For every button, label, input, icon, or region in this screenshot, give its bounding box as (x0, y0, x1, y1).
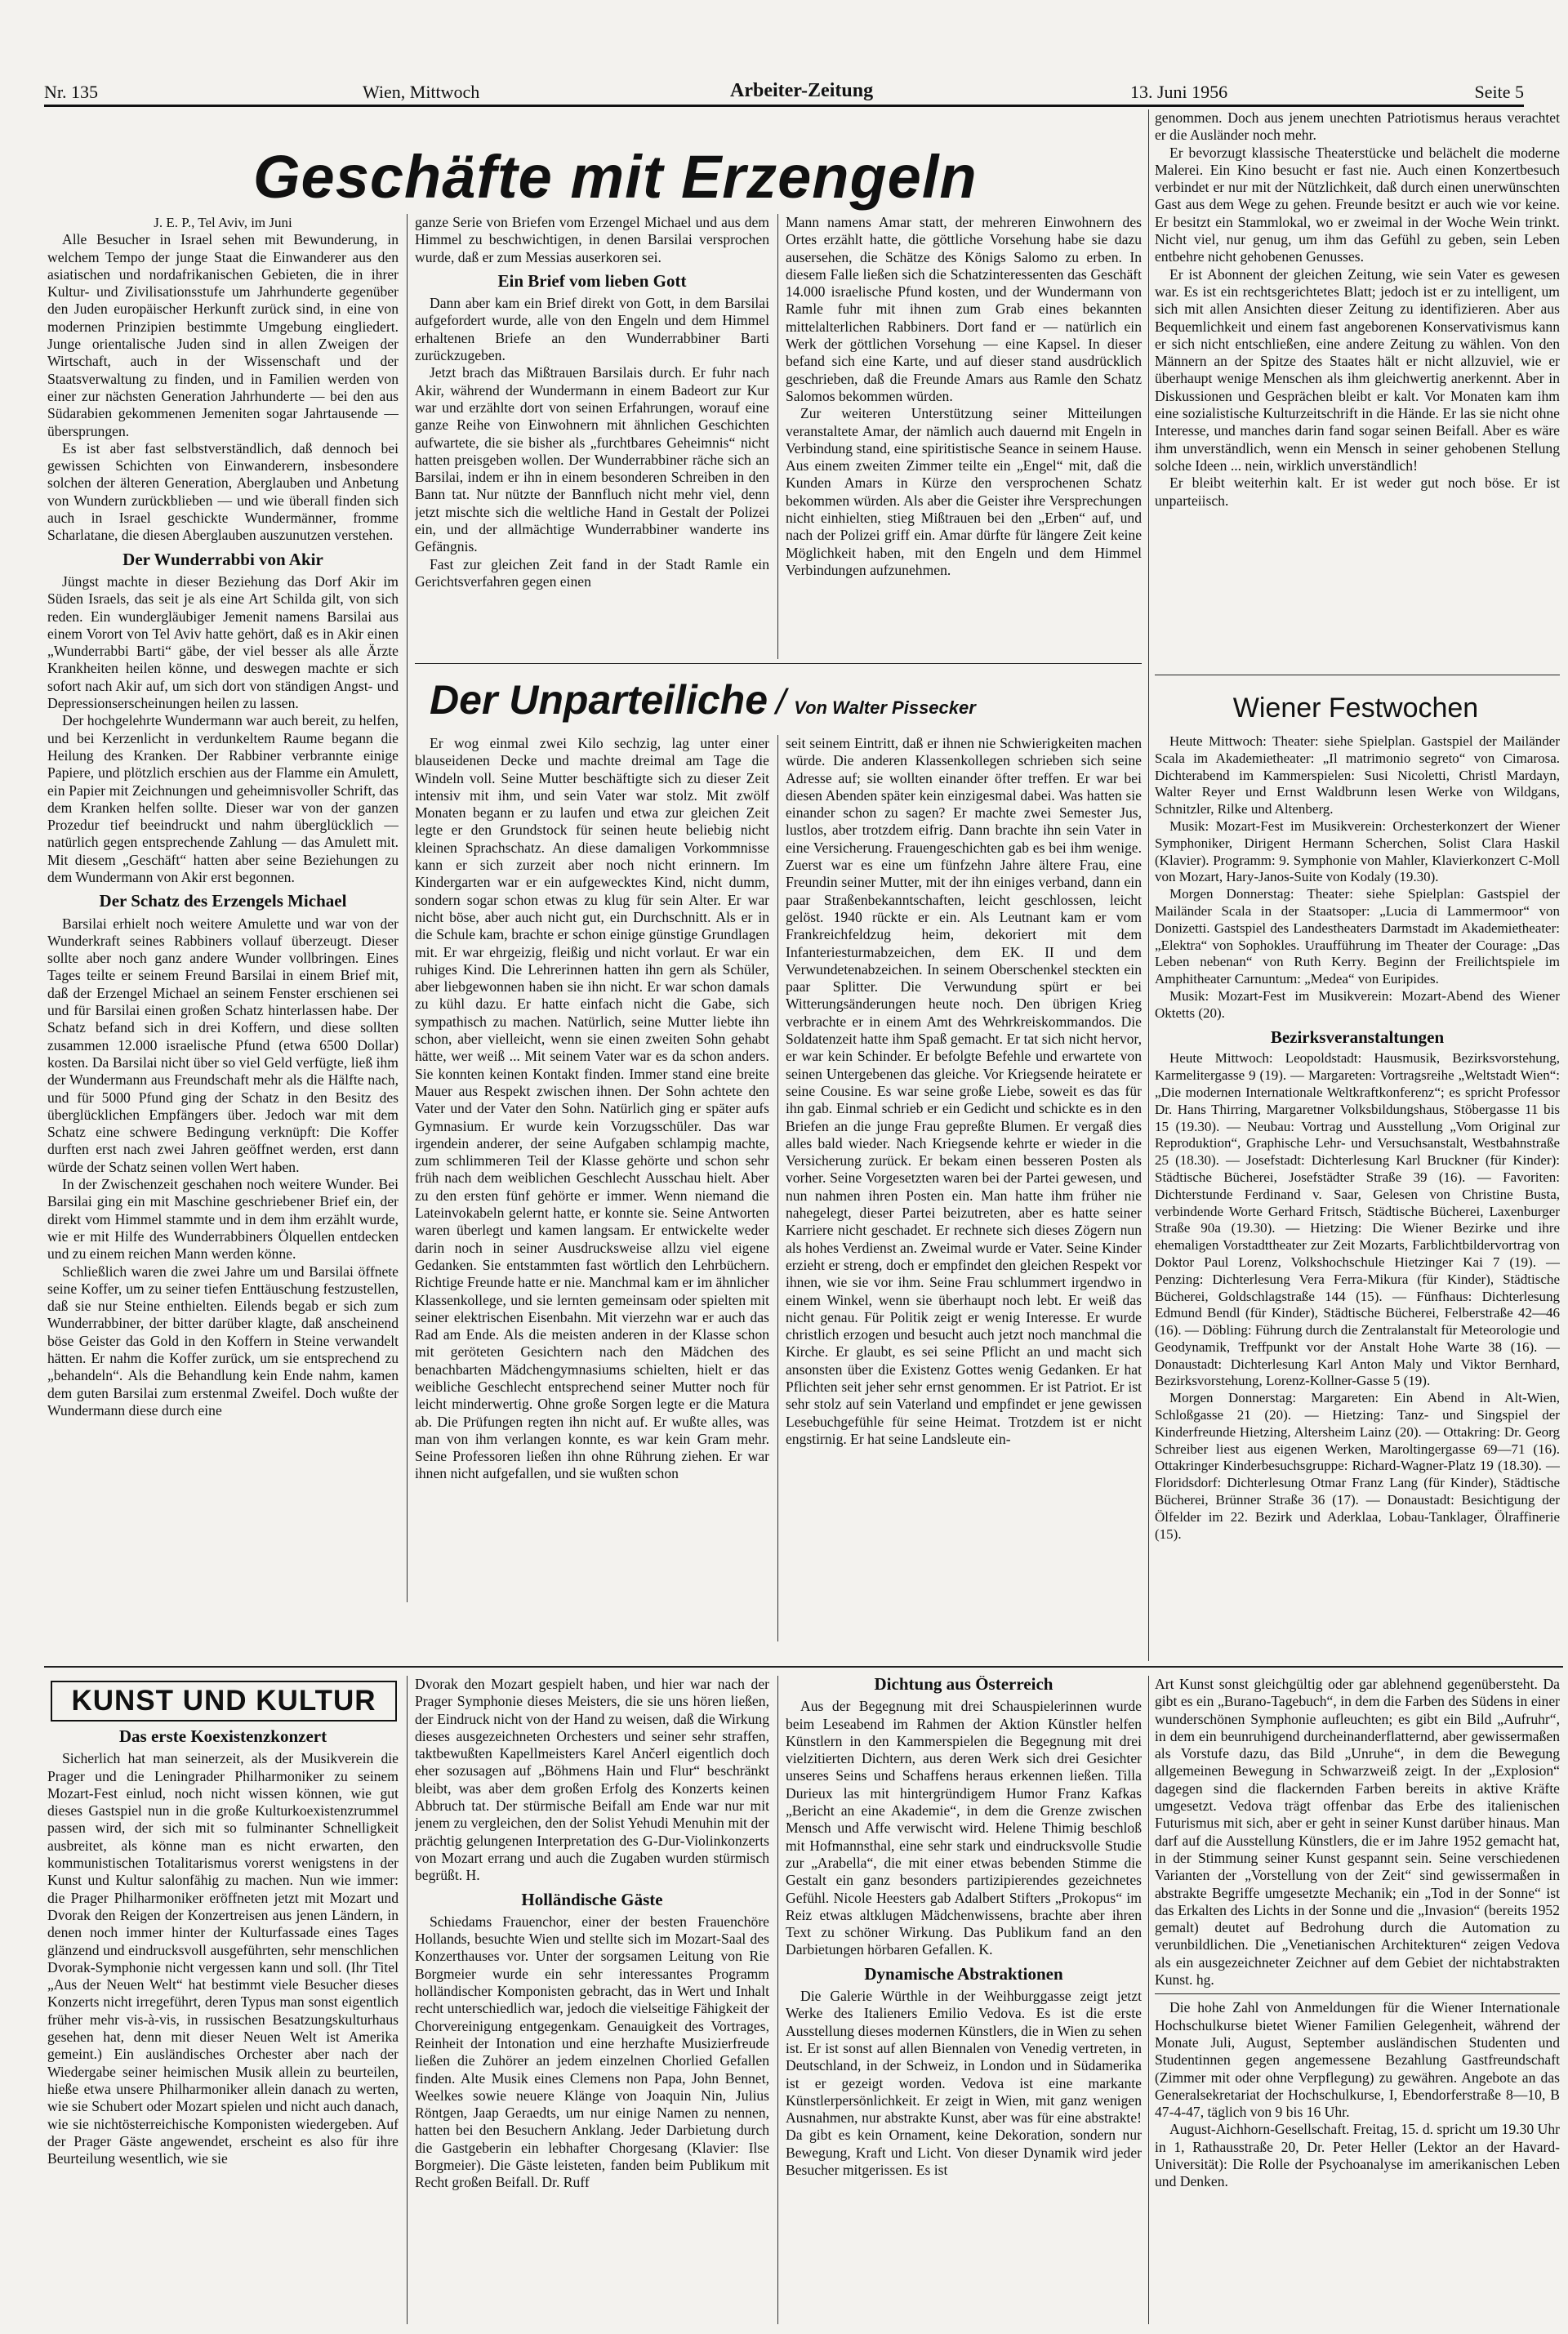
column-rule (777, 1676, 778, 2324)
column-rule (777, 735, 778, 1641)
subheading: Holländische Gäste (521, 1889, 663, 1909)
paragraph: Er bevorzugt klassische Theaterstücke und belächelt die moderne Malerei. Ein Kino besucht er fast nie. Auch einen Konzertbesuch verbindet er nur mit der Nützlichkeit, daß durch einen unerwünschten Gast aus dem Wege zu gehen. Freunde besitzt er auch wie vor keine. Er besitzt ein Stammlokal, wo er zweimal in der Woche Wein trinkt. Nicht viel, nur genug, um ihm das Gefühl zu geben, sein Leben entbehre nicht gehobenen Genusses. (1155, 144, 1560, 265)
headline-slash: / (776, 682, 786, 722)
paragraph: Heute Mittwoch: Theater: siehe Spielplan. Gastspiel der Mailänder Scala im Akademietheater: „Il matrimonio segreto“ von Cimarosa. Dichterabend im Kammerspielen: Susi Nicoletti, Christl Mardayn, Walter Reyer und Ernst Waldbrunn lesen Werke von Wildgans, Schnitzler, Rilke und Altenberg. (1155, 733, 1560, 817)
paragraph: Schließlich waren die zwei Jahre um und Barsilai öffnete seine Koffer, um zu seiner tiefen Enttäuschung festzustellen, daß sie nur Steine enthielten. Eilends begab er sich zum Wunderrabbiner, der bitter darüber klagte, daß anscheinend böse Geister das Gold in den Koffern in Steine verwandelt hätten. Er nahm die Koffer zurück, um sie entsprechend zu „behandeln“. Als die Behandlung kein Ende nahm, kamen dem guten Barsilai zum erstenmal Zweifel. Doch wußte der Wundermann diese durch eine (47, 1263, 399, 1419)
subheading: Das erste Koexistenzkonzert (118, 1728, 327, 1746)
paragraph: In der Zwischenzeit geschahen noch weitere Wunder. Bei Barsilai ging ein mit Maschine geschriebener Brief ein, der direkt vom Himmel stammte und in dem ihm erzählt wurde, wie er mit Hilfe des Wunderrabbiners Ölquellen entdecken und zu einem reichen Mann werden könne. (47, 1176, 399, 1263)
article-koexistenzkonzert-col2 (415, 1676, 769, 2324)
paragraph: Er bleibt weiterhin kalt. Er ist weder gut noch böse. Er ist unparteiisch. (1155, 474, 1560, 509)
headline-byline: Von Walter Pissecker (794, 697, 976, 718)
section-rule (415, 663, 1142, 664)
paragraph: seit seinem Eintritt, daß er ihnen nie Schwierigkeiten machen würde. Die anderen Klassenkollegen schrieben sich seine Adresse auf; sie wollten einander öfter treffen. Er war bei diesen Abenden später kein einzigesmal dabei. Was hatten sie einander schon zu sagen? Er machte zwei Semester Jus, lustlos, aber trotzdem eifrig. Dann brachte ihn sein Vater in eine Versicherung. Frauengeschichten gab es bei ihm wenige. Zuerst war es eine um fünfzehn Jahre ältere Frau, eine Freundin seiner Mutter, mit der ihn einiges verband, dann ein paar Straßenbekanntschaften, leicht geschlossen, leicht gelöst. 1940 rückte er ein. Als Leutnant kam er vom Frankreichfeldzug heim, dekoriert mit dem Infanteriesturmabzeichen, dem EK. II und dem Verwundetenabzeichen. In seinem Oberschenkel steckten ein paar Splitter. Die Verwundung spürt er bei Witterungsänderungen heute noch. Den übrigen Krieg verbrachte er in einem Amt des Wehrkreiskommandos. Die Soldatenzeit hatte ihm Spaß gemacht. Er tat sich nicht hervor, er war kein Schinder. Er befolgte Befehle und erwartete von seinen Untergebenen das gleiche. Vor Kriegsende heiratete er seine Cousine. Es war seine große Liebe, soweit es das für ihn gab. Einmal schrieb er ein Gedicht und schickte es in den Briefen an die junge Frau gepreßte Blumen. Er vergaß dies alles bald wieder. Nach Kriegsende kehrte er wieder in die Versicherung zurück. Er bekam einen besseren Posten als vorher. Seine Vorgesetzten waren bei der Partei gewesen, und nun nahmen ihren Posten ein. Man hatte ihm früher nie nahegelegt, dieser Partei beizutreten, aber es hatte seiner Karriere nicht geschadet. Er rechnete sich dieses Zögern nun als hohes Verdienst an. Zweimal wurde er Vater. Seine Kinder erzieht er streng, doch er empfindet den gleichen Respekt vor ihnen, wie sie vor ihm. Seine Frau schlummert irgendwo in einem Winkel, wenn sie überhaupt noch lebt. Er weiß das nicht genau. Für Politik zeigt er wenig Interesse. Er wurde christlich erzogen und besucht auch jetzt noch manchmal die Kirche. Er glaubt, es sei seine Pflicht an und macht sich ansonsten über die Existenz Gottes wenig Gedanken. Er hat Pflichten seit jeher sehr ernst genommen. Er ist Patriot. Er ist sehr stolz auf sein Vaterland und empfindet er jene gewissen Lesebuchgefühle für seine Heimat. Trotzdem ist er nicht engstirnig. Er hat seine Landsleute ein- (786, 735, 1142, 1447)
paragraph: Aus der Begegnung mit drei Schauspielerinnen wurde beim Leseabend im Rahmen der Aktion Künstler helfen Künstlern in den Kammerspielen die Begegnung mit drei vielzitierten Dichtern, aus deren Werk sich drei Gesichter unseres Seins und Schaffens heraus erkennen ließen. Tilla Durieux las mit hintergründigem Humor Franz Kafkas „Bericht an eine Akademie“, in dem die Grenze zwischen Mensch und Affe verwischt wird. Helene Thimig beschloß mit Hofmannsthal, eine sehr stark und eindrucksvolle Studie zur „Arabella“, die mit einer etwas bebenden Stimme die Gestalt ein ganz besonders partizipierendes gezeichnetes Gefühl. Nicole Heesters gab Adalbert Stifters „Prokopus“ im Reiz etwas altklugen Mädchenwissens, brachte aber ihren Text zu schöner Wirkung. Das Publikum fand an den Darbietungen hörbaren Gefallen. K. (786, 1698, 1142, 1958)
paragraph: Jetzt brach das Mißtrauen Barsilais durch. Er fuhr nach Akir, während der Wundermann in einem Badeort zur Kur war und erzählte dort von seinen Erfahrungen, worauf eine ganze Reihe von Einwohnern mit ähnlichen Geschichten aufwartete, die sie bisher als „furchtbares Geheimnis“ nicht hatten preisgeben wollen. Der Wunderrabbiner räche sich an Barsilai, indem er ihn in einem besonderen Schreiben in den Bann tat. Nur nützte der Bannfluch nicht mehr viel, denn jetzt mischte sich die weltliche Hand in Gestalt der Polizei ein, und der allmächtige Wunderrabbiner wanderte ins Gefängnis. (415, 364, 769, 555)
article-dichtung-col3 (786, 1676, 1142, 2324)
paragraph: Mann namens Amar statt, der mehreren Einwohnern des Ortes erzählt hatte, die göttliche Vorsehung habe sie dazu ausersehen, die Schätze des Königs Salomo zu erben. In diesem Falle ließen sich die Schatzinteressenten das Geschäft 14.000 israelische Pfund kosten, und der Wundermann von Ramle fuhr mit ihnen zum Grab eines bekannten mittelalterlichen Rabbiners. Dort fand er — natürlich ein Werk der göttlichen Vorsehung — eine Kapsel. In dieser befand sich eine Karte, und auf dieser stand ausdrücklich geschrieben, daß die Freunde Amars aus Ramle den Schatz Salomos bekommen würden. (786, 214, 1142, 404)
subheading: Bezirksveranstaltungen (1270, 1027, 1445, 1047)
article-byline: J. E. P., Tel Aviv, im Juni (154, 215, 292, 230)
article-unparteiliche-continuation (1155, 109, 1560, 673)
article-erzengeln-col1 (47, 214, 399, 1602)
section-rule (44, 1666, 1563, 1668)
column-rule (407, 214, 408, 1602)
article-koexistenzkonzert-col1 (47, 1728, 399, 2324)
heading-wiener-festwochen: Wiener Festwochen (1232, 693, 1479, 724)
article-vedova-col4 (1155, 1676, 1560, 2324)
article-unparteiliche-col1 (415, 735, 769, 1641)
subheading: Der Wunderrabbi von Akir (122, 549, 323, 569)
paragraph: Schiedams Frauenchor, einer der besten Frauenchöre Hollands, besuchte Wien und stellte sich im Mozart-Saal des Konzerthauses vor. Unter der sorgsamen Leitung von Rie Borgmeier wurde ein sehr interessantes Programm holländischer Komponisten gebracht, das in Wert und Inhalt recht unterschiedlich war, jedoch die vielseitige Fähigkeit der Chorvereinigung entgegenkam. Genauigkeit des Vortrages, Reinheit der Intonation und eine herzhafte Musizierfreude ließen die Zuhörer an jedem einzelnen Chorlied Gefallen finden. Alte Musik eines Clemens non Papa, John Bennet, Weelkes sowie neuere Klänge von Joaquin Nin, Julius Röntgen, Jaap Geraedts, um nur einige Namen zu nennen, hatten bei den Besuchern Anklang. Jeder Darbietung durch die Gastgeberin ein lebhafter Chorgesang (Klavier: Ilse Borgmeier). Die Gäste leisteten, fanden beim Publikum mit Recht großen Beifall. Dr. Ruff (415, 1913, 769, 2191)
section-rule (1155, 1993, 1560, 1994)
paragraph: Fast zur gleichen Zeit fand in der Stadt Ramle ein Gerichtsverfahren gegen einen (415, 555, 769, 590)
paragraph: Dvorak den Mozart gespielt haben, und hier war nach der Prager Symphonie dieses Meisters, die sie uns hören ließen, der Eindruck nicht von der Hand zu weisen, daß die Wirkung dieses ausgezeichneten Orchesters und seiner sehr straffen, taktbewußten Kapellmeisters Karel Ančerl eigentlich doch eher sozusagen auf „Böhmens Hain und Flur“ beschränkt bleibt, was aber dem großen Erfolg des Konzerts keinen Abbruch tat. Der stürmische Beifall am Ende war nur mit jenem zu vergleichen, den der Solist Yehudi Menuhin mit der prächtig gelungenen Interpretation des G-Dur-Violinkonzerts von Mozart errang und auch die Zugaben wurden stürmisch begrüßt. H. (415, 1676, 769, 1884)
paragraph: Die hohe Zahl von Anmeldungen für die Wiener Internationale Hochschulkurse bietet Wiener Familien Gelegenheit, während der Monate Juli, August, September ausländischen Studenten und Studentinnen gegen angemessene Bezahlung Gastfreundschaft (Zimmer mit oder ohne Verpflegung) zu gewähren. Angebote an das Generalsekretariat der Hochschulkurse, I, Ebendorferstraße 8—10, B 47-4-47, täglich von 9 bis 16 Uhr. (1155, 1999, 1560, 2121)
section-wiener-festwochen (1155, 733, 1560, 1661)
paragraph: Es ist aber fast selbstverständlich, daß dennoch bei gewissen Schichten von Einwanderern, insbesondere solchen der älteren Generation, Aberglauben und Anbetung von Wundern zurückblieben — und wie überall finden sich auch in Israel geschickte Wundermänner, fromme Scharlatane, die diesen Aberglauben auszunutzen verstehen. (47, 439, 399, 544)
subheading: Ein Brief vom lieben Gott (497, 270, 687, 291)
headline-title: Der Unparteiliche (430, 677, 768, 723)
headline-erzengeln: Geschäfte mit Erzengeln (253, 143, 978, 211)
page-number: Seite 5 (1474, 82, 1524, 102)
paragraph: ganze Serie von Briefen vom Erzengel Michael und aus dem Himmel zu beschwichtigen, in denen Barsilai versprochen wurde, daß er zum Messias auserkoren sei. (415, 214, 769, 265)
article-unparteiliche-col2 (786, 735, 1142, 1641)
newspaper-name: Arbeiter-Zeitung (730, 80, 874, 101)
issue-date: 13. Juni 1956 (1130, 82, 1228, 102)
article-erzengeln-col2 (415, 214, 769, 659)
paragraph: Barsilai erhielt noch weitere Amulette und war von der Wunderkraft seines Rabbiners vollauf überzeugt. Dieser sollte aber noch ganz andere Wunder vollbringen. Eines Tages teilte er seinem Freund Barsilai in einem Brief mit, daß der Erzengel Michael an seinem Fenster erschienen sei und für Barsilai einen großen Schatz hinterlassen habe. Der Schatz befand sich in drei Koffern, und diese sollten zusammen 12.000 israelische Pfund (etwa 6500 Dollar) kosten. Da Barsilai nicht über so viel Geld verfügte, ließ ihm der Wundermann aus Freundschaft mehr als die Hälfte nach, und für 5000 Pfund ging der Schatz in den Besitz des überglücklichen Empfängers über. Jedoch war mit dem Schatz eine schwere Bedingung verknüpft: Die Koffer durften erst nach zwei Jahren geöffnet werden, erst dann würde der Schatz seinen vollen Wert haben. (47, 915, 399, 1175)
paragraph: Zur weiteren Unterstützung seiner Mitteilungen veranstaltete Amar, der nämlich auch dauernd mit Engeln in Verbindung stand, eine spiritistische Seance in seinem Hause. Aus einem zweiten Zimmer teilte ein „Engel“ mit, daß die Kunden Amars in Kürze den versprochenen Schatz bekommen würden. Als aber die Geister ihre Versprechungen nicht einhielten, stieg Mißtrauen bei den „Erben“ auf, und nach der Polizei griff ein. Amar dürfte für längere Zeit keine Möglichkeit haben, mit den Engeln und dem Himmel Verbindungen aufzunehmen. (786, 405, 1142, 578)
paragraph: Morgen Donnerstag: Margareten: Ein Abend in Alt-Wien, Schloßgasse 21 (20). — Hietzing: Tanz- und Singspiel der Kinderfreunde Hietzing, Altersheim Lainz (20). — Ottakring: Dr. Georg Schreiber liest aus eigenen Werken, Maroltingergasse 69—71 (16). Ottakringer Kinderbesuchsgruppe: Richard-Wagner-Platz 19 (18.30). — Floridsdorf: Dichterlesung Otmar Franz Lang (für Kinder), Städtische Bücherei, Brünner Straße 36 (17). — Donaustadt: Besichtigung der Ölfelder im 22. Bezirk und Aderklaa, Lobau-Tanklager, Ölraffinerie (15). (1155, 1390, 1560, 1542)
paragraph: Morgen Donnerstag: Theater: siehe Spielplan: Gastspiel der Mailänder Scala in der Staatsoper: „Lucia di Lammermoor“ von Donizetti. Gastspiel des Landestheaters Darmstadt im Akademietheater: „Elektra“ von Sophokles. Uraufführung im Theater der Courage: „Das Leben nebenan“ von Ruth Kerry. Beginn der Freilichtspiele im Amphitheater Carnuntum: „Medea“ von Euripides. (1155, 886, 1560, 987)
masthead (44, 75, 1524, 107)
column-rule (407, 1676, 408, 2324)
paragraph: Musik: Mozart-Fest im Musikverein: Mozart-Abend des Wiener Oktetts (20). (1155, 987, 1560, 1021)
paragraph: Der hochgelehrte Wundermann war auch bereit, zu helfen, und bei Kerzenlicht in verdunkeltem Raume begann die Heilung des Kranken. Der Rabbiner verbrannte einige Papiere, und plötzlich erschien aus der Flamme ein Amulett, ein Papier mit Zeichnungen und geheimnisvoller Schrift, das dem Kranken helfen sollte. Dieser war von der ganzen Prozedur tief beeindruckt und nahm überglücklich — natürlich gegen entsprechende Zahlung — das Amulett mit. Mit diesem „Geschäft“ hatten aber seine Beziehungen zu dem Wundermann von Akir erst begonnen. (47, 712, 399, 885)
paragraph: August-Aichhorn-Gesellschaft. Freitag, 15. d. spricht um 19.30 Uhr in 1, Rathausstraße 20, Dr. Peter Heller (Lektor an der Havard-Universität): Die Rolle der Psychoanalyse im amerikanischen Leben und Denken. (1155, 2121, 1560, 2190)
paragraph: Art Kunst sonst gleichgültig oder gar ablehnend gegenübersteht. Da gibt es ein „Burano-Tagebuch“, in dem die Farben des Südens in einer wunderschönen Symphonie aufleuchten; es gibt ein Bild „Aufruhr“, in dem ein beunruhigend durcheinanderflatternd, aber gewissermaßen als Vorstufe dazu, das Bild „Unruhe“, in dem die Bewegung allgemeinen Bewegung in Schwarzweiß zeigt. In der „Explosion“ dagegen sind die flackernden Farben bereits in aktive Kräfte umgesetzt. Vedova trägt offenbar das Erbe des italienischen Futurismus mit sich, aber er geht in seiner Kunst darüber hinaus. Man darf auf die Ausstellung Künstlers, die er im Jahre 1952 gemacht hat, in der Stimmung seiner Kunst gespannt sein. Seine verschiedenen Varianten der „Vorstellung von der Zeit“ sind gewissermaßen in abstrakte Begriffe umgesetzte Mechanik; ein „Tod in der Sonne“ ist das Erkalten des Lichts in der Sonne und die „Invasion“ (bereits 1952 gemalt) deutet auf Bedrohung durch die Automation zu verunbildlichen. Die „Venetianischen Architekturen“ zeigen Vedova als ein ausgezeichneter Zeichner auf dem Gebiet der nichtabstrakten Kunst. hg. (1155, 1676, 1560, 1989)
subheading: Dichtung aus Österreich (874, 1676, 1054, 1694)
place-weekday: Wien, Mittwoch (363, 82, 480, 102)
paragraph: Er ist Abonnent der gleichen Zeitung, wie sein Vater es gewesen war. Es ist ein rechtsgerichtetes Blatt; jedoch ist er zu intelligent, um sich mit allen Ansichten dieser Zeitung zu identifizieren. Aber aus Bequemlichkeit und einem fast angeborenen Konservativismus kann er sich nicht entschließen, eine andere Zeitung zu wählen. Von den Männern an der Spitze des Staates hält er nicht allzuviel, wie er überhaupt wenige Menschen als ihm gleichwertig anerkennt. Aber in Diskussionen und Gesprächen bleibt er kalt. Vor Monaten kam ihm eine sozialistische Kulturzeitschrift in die Hände. Er las sie nicht ohne Interesse, und manches darin fand sogar seinen Beifall. Aber es wäre ihm unverständlich, wenn ein Mensch in seiner gehobenen Stellung solche Ideen ... nein, wirklich unverständlich! (1155, 265, 1560, 474)
subheading: Dynamische Abstraktionen (864, 1963, 1063, 1984)
article-erzengeln-col3 (786, 214, 1142, 659)
paragraph: Sicherlich hat man seinerzeit, als der Musikverein die Prager und die Leningrader Philharmoniker zu seinem Mozart-Fest einlud, noch nicht wissen können, wie gut dieses Gastspiel nun in die große Kulturkoexistenzrummel passen wird, der sich mit so fulminanter Schnelligkeit ausbreitet, als könne man es nicht erwarten, den kommunistischen Totalitarismus vorerst wenigstens in der Kunst und Kultur salonfähig zu machen. Nun wie immer: die Prager Philharmoniker eröffneten jetzt mit Mozart und Dvorak den Reigen der Konzertreisen aus jenen Ländern, in denen noch immer hinter der Kulturfassade eines Tages glänzend und eindrucksvoll ausgeführten, sehr menschlichen Dvorak-Symphonie nicht vergessen kann und soll. (Ihr Titel „Aus der Neuen Welt“ hat bestimmt viele Besucher dieses Konzerts nicht irregeführt, deren Typus man sonst eigentlich früher mehr vis-à-vis, in russischen Besatzungskulturhaus gesehen hat, denn mit dieser Neuen Welt ist Amerika gemeint.) Ein ausländisches Orchester aber nach der Wiedergabe seiner heimischen Musik allein zu beurteilen, hieße etwa unsere Philharmoniker allein danach zu werten, wie sie Schubert oder Mozart spielen und nicht auch danach, wie sie nichtösterreichische Komponisten wiedergeben. Auf der Prager Gäste angewendet, erscheint es also für ihre Beurteilung wesentlich, wie sie (47, 1750, 399, 2167)
column-rule (1148, 109, 1149, 1661)
paragraph: genommen. Doch aus jenem unechten Patriotismus heraus verachtet er die Ausländer noch mehr. (1155, 109, 1560, 144)
paragraph: Er wog einmal zwei Kilo sechzig, lag unter einer blauseidenen Decke und machte dreimal am Tage die Windeln voll. Seine Mutter beschäftigte sich zu dieser Zeit intensiv mit ihm, und sein Vater war stolz. Mit zwölf Monaten begann er zu laufen und etwa zur gleichen Zeit legte er den Grundstock für seinen heute beliebig nicht kleinen Sprachschatz. An diese damaligen Vorkommnisse kann er sich zurzeit aber noch nicht erinnern. Im Kindergarten war er ein aufgewecktes Kind, nicht dumm, sondern sogar schon etwas zu klug für sein Alter. Er war nicht böse, aber auch nicht gut, ein Durchschnitt. Als er in die Schule kam, brachte er schon einige günstige Grundlagen mit. Er war ehrgeizig, fleißig und nicht vorlaut. Er war ein ruhiges Kind. Die Lehrerinnen hatten ihn gern als Schüler, aber liebgewonnen haben sie ihn nicht. Er war schon damals zu kühl dazu. Er hatte einfach nicht die Gabe, sich sympathisch zu machen. Natürlich, seine Mutter liebte ihn schon, aber vielleicht, wenn sie einen zweiten Sohn gehabt hätte, wer weiß ... Mit seinem Vater war es da schon anders. Sie konnten keinen Kontakt finden. Immer stand eine breite Mauer aus Respekt zwischen ihnen. Der Sohn achtete den Vater und der Vater den Sohn. Natürlich ging er später aufs Gymnasium. Er wurde kein Vorzugsschüler. Das war irgendein anderer, der seine Aufgaben schlampig machte, zum schlimmeren Teil der Klasse gehörte und schon sehr früh nach dem weiblichen Geschlecht Ausschau hielt. Aber zu den ersten fünf gehörte er immer. Wenn niemand die Lateinvokabeln gelernt hatte, er konnte sie. Seine Antworten waren überlegt und kamen langsam. Er entwickelte weder darin noch in seiner Ausdrucksweise allzu viel eigene Gedanken. Sie entstammten fast wörtlich den Lehrbüchern. Richtige Freunde hatte er nie. Manchmal kam er im ähnlicher Klassenkollege, und sie lernten gemeinsam oder spielten mit seiner elektrischen Eisenbahn. Mit vierzehn war er auch das Rad am Ende. Als die meisten anderen in der Klasse schon mit geröteten Gesichtern nach den Mädchen des benachbarten Mädchengymnasiums schielten, hielt er das weibliche Geschlecht entsprechend seiner Mutter noch für leicht minderwertig. Ohne große Sorgen legte er die Matura ab. Die Prüfungen regten ihn nicht auf. Er wußte alles, was man von ihm verlangen konnte, es war kein Gram mehr. Seine Professoren ließen ihn ohne Rührung ziehen. Er war ihnen nicht aufgefallen, und sie wußten schon (415, 735, 769, 1482)
subheading: Der Schatz des Erzengels Michael (99, 891, 347, 911)
column-rule (777, 214, 778, 659)
paragraph: Alle Besucher in Israel sehen mit Bewunderung, in welchem Tempo der junge Staat die Einwanderer aus den asiatischen und nordafrikanischen Gebieten, die in ihrer Kultur- und Zivilisationsstufe um Jahrhunderte gegenüber den Juden europäischer Herkunft zurück sind, in eine von modernen Prinzipien bestimmte Umgebung eingliedert. Junge orientalische Juden sind in allen Zweigen der Wirtschaft, auch in der Wissenschaft und der Staatsverwaltung zu finden, und in Familien werden von einer zur nächsten Generation Jahrhunderte — bei den aus Südarabien gekommenen Jemeniten sogar Jahrtausende — übersprungen. (47, 231, 399, 439)
issue-number: Nr. 135 (44, 82, 98, 102)
paragraph: Die Galerie Würthle in der Weihburggasse zeigt jetzt Werke des Italieners Emilio Vedova. Es ist die erste Ausstellung dieses modernen Künstlers, die in Wien zu sehen ist. Er ist sonst auf allen Biennalen von Venedig vertreten, in Deutschland, in der Schweiz, in London und in Südamerika ist er gezeigt worden. Vedova ist eine markante Künstlerpersönlichkeit. Er zeigt in Wien, mit ganz wenigen Ausnahmen, nur abstrakte Kunst, aber was für eine abstrakte! Da gibt es kein Ornament, keine Dekoration, sondern nur Bewegung, Kraft und Licht. Von dieser Dynamik wird jeder Besucher mitgerissen. Es ist (786, 1988, 1142, 2179)
paragraph: Heute Mittwoch: Leopoldstadt: Hausmusik, Bezirksvorstehung, Karmelitergasse 9 (19). — Margareten: Vortragsreihe „Weltstadt Wien“: „Die modernen Internationale Weltkraftkonferenz“; es spricht Professor Dr. Hans Thirring, Margaretner Volksbildungshaus, Stöbergasse 11 bis 15 (19.30). — Neubau: Vortrag und Ausstellung „Vom Original zur Reproduktion“, Graphische Lehr- und Versuchsanstalt, Westbahnstraße 25 (18.30). — Josefstadt: Dichterlesung Karl Bruckner (für Kinder): Städtische Bücherei, Josefstädter Straße 39 (16). — Favoriten: Dichterstunde Ferdinand v. Saar, Gelesen von Christine Busta, verbindende Worte Gerhard Fritsch, Städtische Bücherei, Laxenburger Straße 90a (19.30). — Hietzing: Die Wiener Bezirke und ihre ehemaligen Vorstadttheater zur Zeit Mozarts, Farblichtbildervortrag von Doktor Paul Lorenz, Volkshochschule Hietzinger Kai 7 (19). — Penzing: Dichterlesung Vera Ferra-Mikura (für Kinder), Städtische Bücherei, Goldschlagstraße 144 (15). — Fünfhaus: Dichterlesung Edmund Bendl (für Kinder), Städtische Bücherei, Felberstraße 42—46 (16). — Döbling: Führung durch die Zentralanstalt für Meteorologie und Geodynamik, Treffpunkt vor der Anstalt Hohe Warte 38 (16). — Donaustadt: Dichterlesung Karl Anton Maly und Viktor Bernhard, Bezirksvorstehung, Lorenz-Kollner-Gasse 5 (19). (1155, 1050, 1560, 1389)
paragraph: Musik: Mozart-Fest im Musikverein: Orchesterkonzert der Wiener Symphoniker, Dirigent Hermann Scherchen, Solist Clara Haskil (Klavier). Programm: 9. Symphonie von Mahler, Klavierkonzert C-Moll von Mozart, Hary-Janos-Suite von Kodaly (19.30). (1155, 817, 1560, 885)
paragraph: Dann aber kam ein Brief direkt von Gott, in dem Barsilai aufgefordert wurde, alle von den Engeln und dem Himmel erhaltenen Briefe an den Wunderrabbiner Barti zurückzugeben. (415, 295, 769, 364)
headline-unparteiliche (430, 676, 976, 724)
paragraph: Jüngst machte in dieser Beziehung das Dorf Akir im Süden Israels, das seit je als eine Art Schilda gilt, von sich reden. Ein wundergläubiger Jemenit namens Barsilai aus einem Vorort von Tel Aviv hatte gehört, daß es in Akir einen „Wunderrabbi Barti“ gäbe, der viel besser als alle Ärzte Krankheiten heilen könne, und deswegen machte er sich sofort nach Akir auf, um sich dort von ständigen Angst- und Depressionserscheinungen heilen zu lassen. (47, 572, 399, 712)
column-rule (1148, 1676, 1149, 2324)
banner-kunst-und-kultur: KUNST UND KULTUR (51, 1681, 397, 1722)
